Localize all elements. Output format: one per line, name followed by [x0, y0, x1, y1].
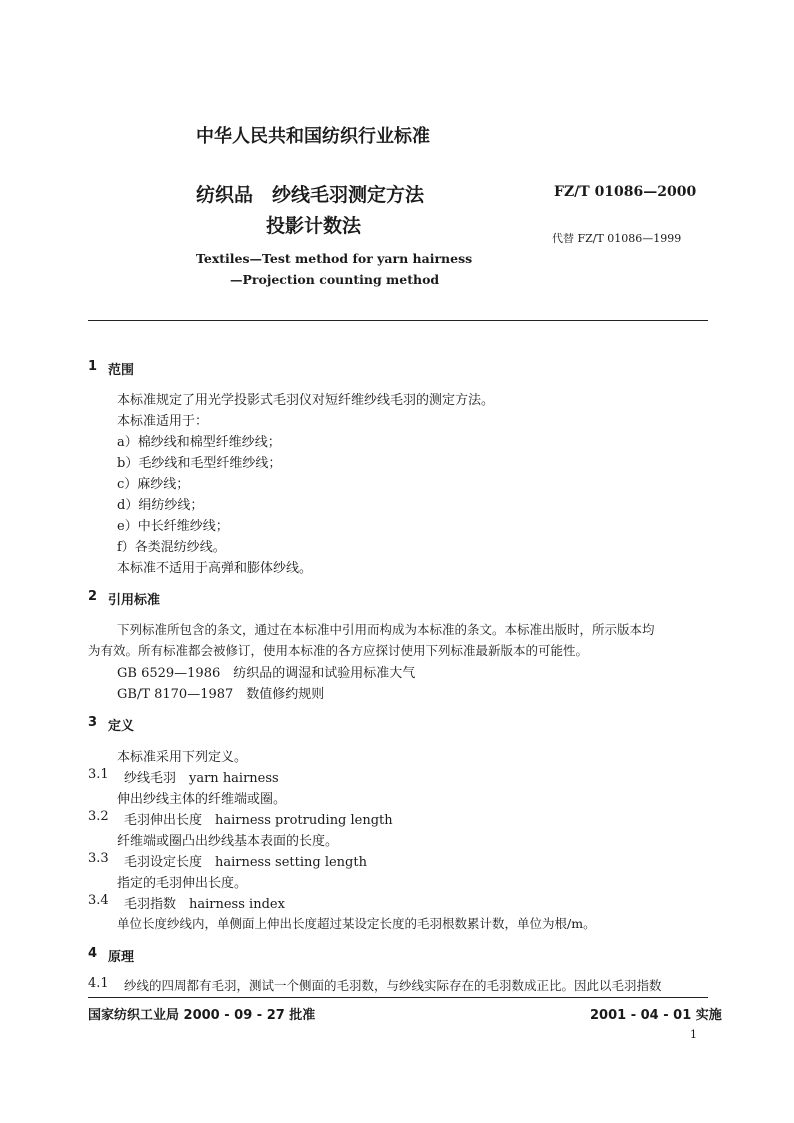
list-item: f）各类混纺纱线。 [117, 540, 226, 555]
implementation-date: 2001 - 04 - 01 实施 [590, 1008, 722, 1023]
definition-description: 纤维端或圈凸出纱线基本表面的长度。 [117, 834, 339, 849]
normative-reference: GB/T 8170—1987 数值修约规则 [117, 687, 325, 702]
section-1-scope-intro: 本标准适用于： [117, 414, 209, 429]
english-title-line2: —Projection counting method [230, 272, 440, 287]
definition-number: 3.2 [88, 809, 109, 824]
page-number: 1 [690, 1028, 697, 1041]
document-subtitle: 投影计数法 [266, 215, 362, 237]
section-1-number: 1 [88, 359, 98, 374]
section-2-number: 2 [88, 589, 98, 604]
section-1-exclusion: 本标准不适用于高弹和膨体纱线。 [117, 561, 313, 576]
clause-number: 4.1 [88, 976, 109, 991]
definition-term: 毛羽设定长度 hairness setting length [124, 855, 367, 870]
definition-term: 毛羽指数 hairness index [124, 897, 285, 912]
list-item: d）绢纺纱线； [117, 498, 204, 513]
list-item: b）毛纱线和毛型纤维纱线； [117, 456, 282, 471]
list-item: e）中长纤维纱线； [117, 519, 229, 534]
section-4-number: 4 [88, 946, 98, 961]
clause-text: 纱线的四周都有毛羽，测试一个侧面的毛羽数，与纱线实际存在的毛羽数成正比。因此以毛羽指数 [124, 978, 662, 993]
section-4-title: 原理 [108, 950, 135, 965]
definition-number: 3.3 [88, 851, 109, 866]
industry-standard-heading: 中华人民共和国纺织行业标准 [196, 126, 430, 147]
list-item: a）棉纱线和棉型纤维纱线； [117, 435, 281, 450]
section-3-number: 3 [88, 715, 98, 730]
section-3-title: 定义 [108, 719, 135, 734]
definition-term: 纱线毛羽 yarn hairness [124, 771, 279, 786]
definition-term: 毛羽伸出长度 hairness protruding length [124, 813, 393, 828]
definition-description: 指定的毛羽伸出长度。 [117, 876, 248, 891]
section-2-title: 引用标准 [108, 593, 161, 608]
section-2-paragraph-line1: 下列标准所包含的条文，通过在本标准中引用而构成为本标准的条文。本标准出版时，所示版本均 [117, 622, 655, 637]
definition-number: 3.1 [88, 767, 109, 782]
section-1-title: 范围 [108, 363, 135, 378]
footer-divider [88, 997, 708, 998]
normative-reference: GB 6529—1986 纺织品的调湿和试验用标准大气 [117, 666, 416, 681]
definition-description: 伸出纱线主体的纤维端或圈。 [117, 792, 287, 807]
standard-number: FZ/T 01086—2000 [554, 184, 697, 200]
replaces-note: 代替 FZ/T 01086—1999 [552, 232, 682, 245]
english-title-line1: Textiles—Test method for yarn hairness [196, 251, 473, 266]
approval-line: 国家纺织工业局 2000 - 09 - 27 批准 [88, 1008, 316, 1023]
section-3-paragraph: 本标准采用下列定义。 [117, 750, 248, 765]
header-divider [88, 320, 708, 321]
definition-description: 单位长度纱线内，单侧面上伸出长度超过某设定长度的毛羽根数累计数，单位为根/m。 [117, 916, 596, 931]
list-item: c）麻纱线； [117, 477, 190, 492]
document-title: 纺织品 纱线毛羽测定方法 [196, 184, 425, 206]
section-1-paragraph: 本标准规定了用光学投影式毛羽仪对短纤维纱线毛羽的测定方法。 [117, 393, 495, 408]
section-2-paragraph-line2: 为有效。所有标准都会被修订，使用本标准的各方应探讨使用下列标准最新版本的可能性。 [88, 643, 589, 658]
definition-number: 3.4 [88, 893, 109, 908]
